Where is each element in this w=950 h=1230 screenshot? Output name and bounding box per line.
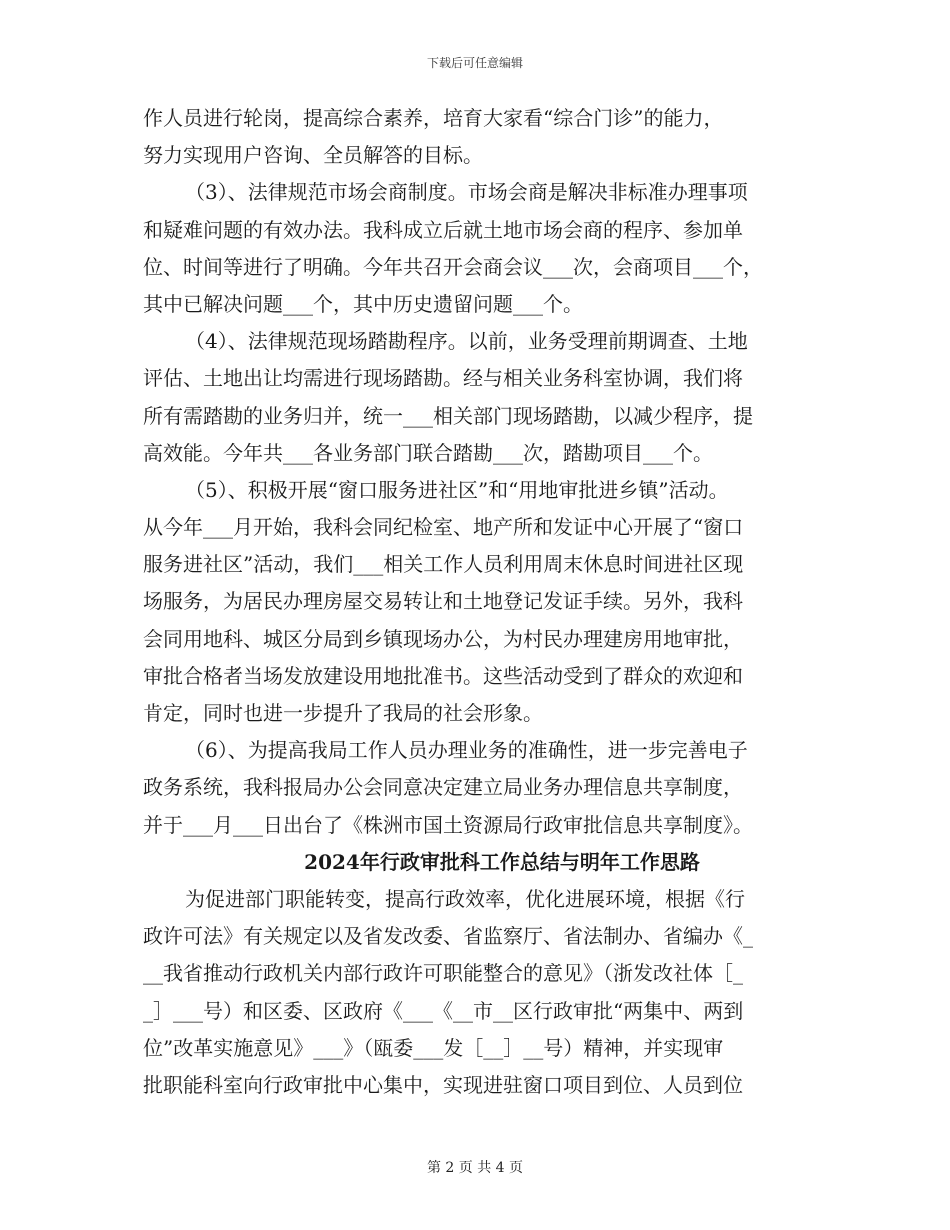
text-line: 位”改革实施意见》___》（瓯委___发［__］__号）精神，并实现审 (143, 1035, 724, 1060)
page-header: 下载后可任意编辑 (426, 56, 523, 70)
text-line: 服务进社区”活动，我们___相关工作人员利用周末休息时间进社区现 (143, 552, 744, 577)
text-line: （4）、法律规范现场踏勘程序。以前，业务受理前期调查、土地 (185, 329, 748, 354)
text-line: 并于___月___日出台了《株洲市国土资源局行政审批信息共享制度》。 (143, 812, 753, 837)
text-line: 批职能科室向行政审批中心集中，实现进驻窗口项目到位、人员到位 (143, 1072, 743, 1097)
text-line: 会同用地科、城区分局到乡镇现场办公，为村民办理建房用地审批， (143, 626, 743, 651)
text-line: 从今年___月开始，我科会同纪检室、地产所和发证中心开展了“窗口 (143, 515, 744, 540)
text-line: （6）、为提高我局工作人员办理业务的准确性，进一步完善电子 (185, 738, 748, 763)
section-heading: 2024年行政审批科工作总结与明年工作思路 (304, 849, 700, 874)
text-line: 政许可法》有关规定以及省发改委、省监察厅、省法制办、省编办《_ (143, 924, 753, 949)
text-line: _］___号）和区委、区政府《___《__市__区行政审批“两集中、两到 (143, 998, 744, 1023)
text-line: 所有需踏勘的业务归并，统一___相关部门现场踏勘，以减少程序，提 (143, 403, 753, 428)
text-line: 审批合格者当场发放建设用地批准书。这些活动受到了群众的欢迎和 (143, 663, 743, 688)
text-line: 位、时间等进行了明确。今年共召开会商会议___次，会商项目___个， (143, 254, 763, 279)
text-line: （3）、法律规范市场会商制度。市场会商是解决非标准办理事项 (185, 180, 748, 205)
text-line: 努力实现用户咨询、全员解答的目标。 (143, 143, 483, 168)
text-line: 高效能。今年共___各业务部门联合踏勘___次，踏勘项目___个。 (143, 440, 713, 465)
text-line: 和疑难问题的有效办法。我科成立后就土地市场会商的程序、参加单 (143, 217, 743, 242)
text-line: 其中已解决问题___个，其中历史遗留问题___个。 (143, 291, 583, 316)
document-body (143, 100, 811, 1104)
text-line: __我省推动行政机关内部行政许可职能整合的意见》（浙发改社体［_ (143, 961, 743, 986)
text-line: 肯定，同时也进一步提升了我局的社会形象。 (143, 701, 543, 725)
page-footer: 第 2 页 共 4 页 (426, 1160, 524, 1176)
text-line: 为促进部门职能转变，提高行政效率，优化进展环境，根据《行 (185, 886, 745, 911)
text-line: （5）、积极开展“窗口服务进社区”和“用地审批进乡镇”活动。 (185, 477, 729, 502)
text-line: 场服务，为居民办理房屋交易转让和土地登记发证手续。另外，我科 (143, 589, 743, 614)
text-line: 政务系统，我科报局办公会同意决定建立局业务办理信息共享制度， (143, 775, 743, 800)
text-line: 评估、土地出让均需进行现场踏勘。经与相关业务科室协调，我们将 (143, 366, 743, 391)
text-line: 作人员进行轮岗，提高综合素养，培育大家看“综合门诊”的能力， (143, 106, 724, 130)
